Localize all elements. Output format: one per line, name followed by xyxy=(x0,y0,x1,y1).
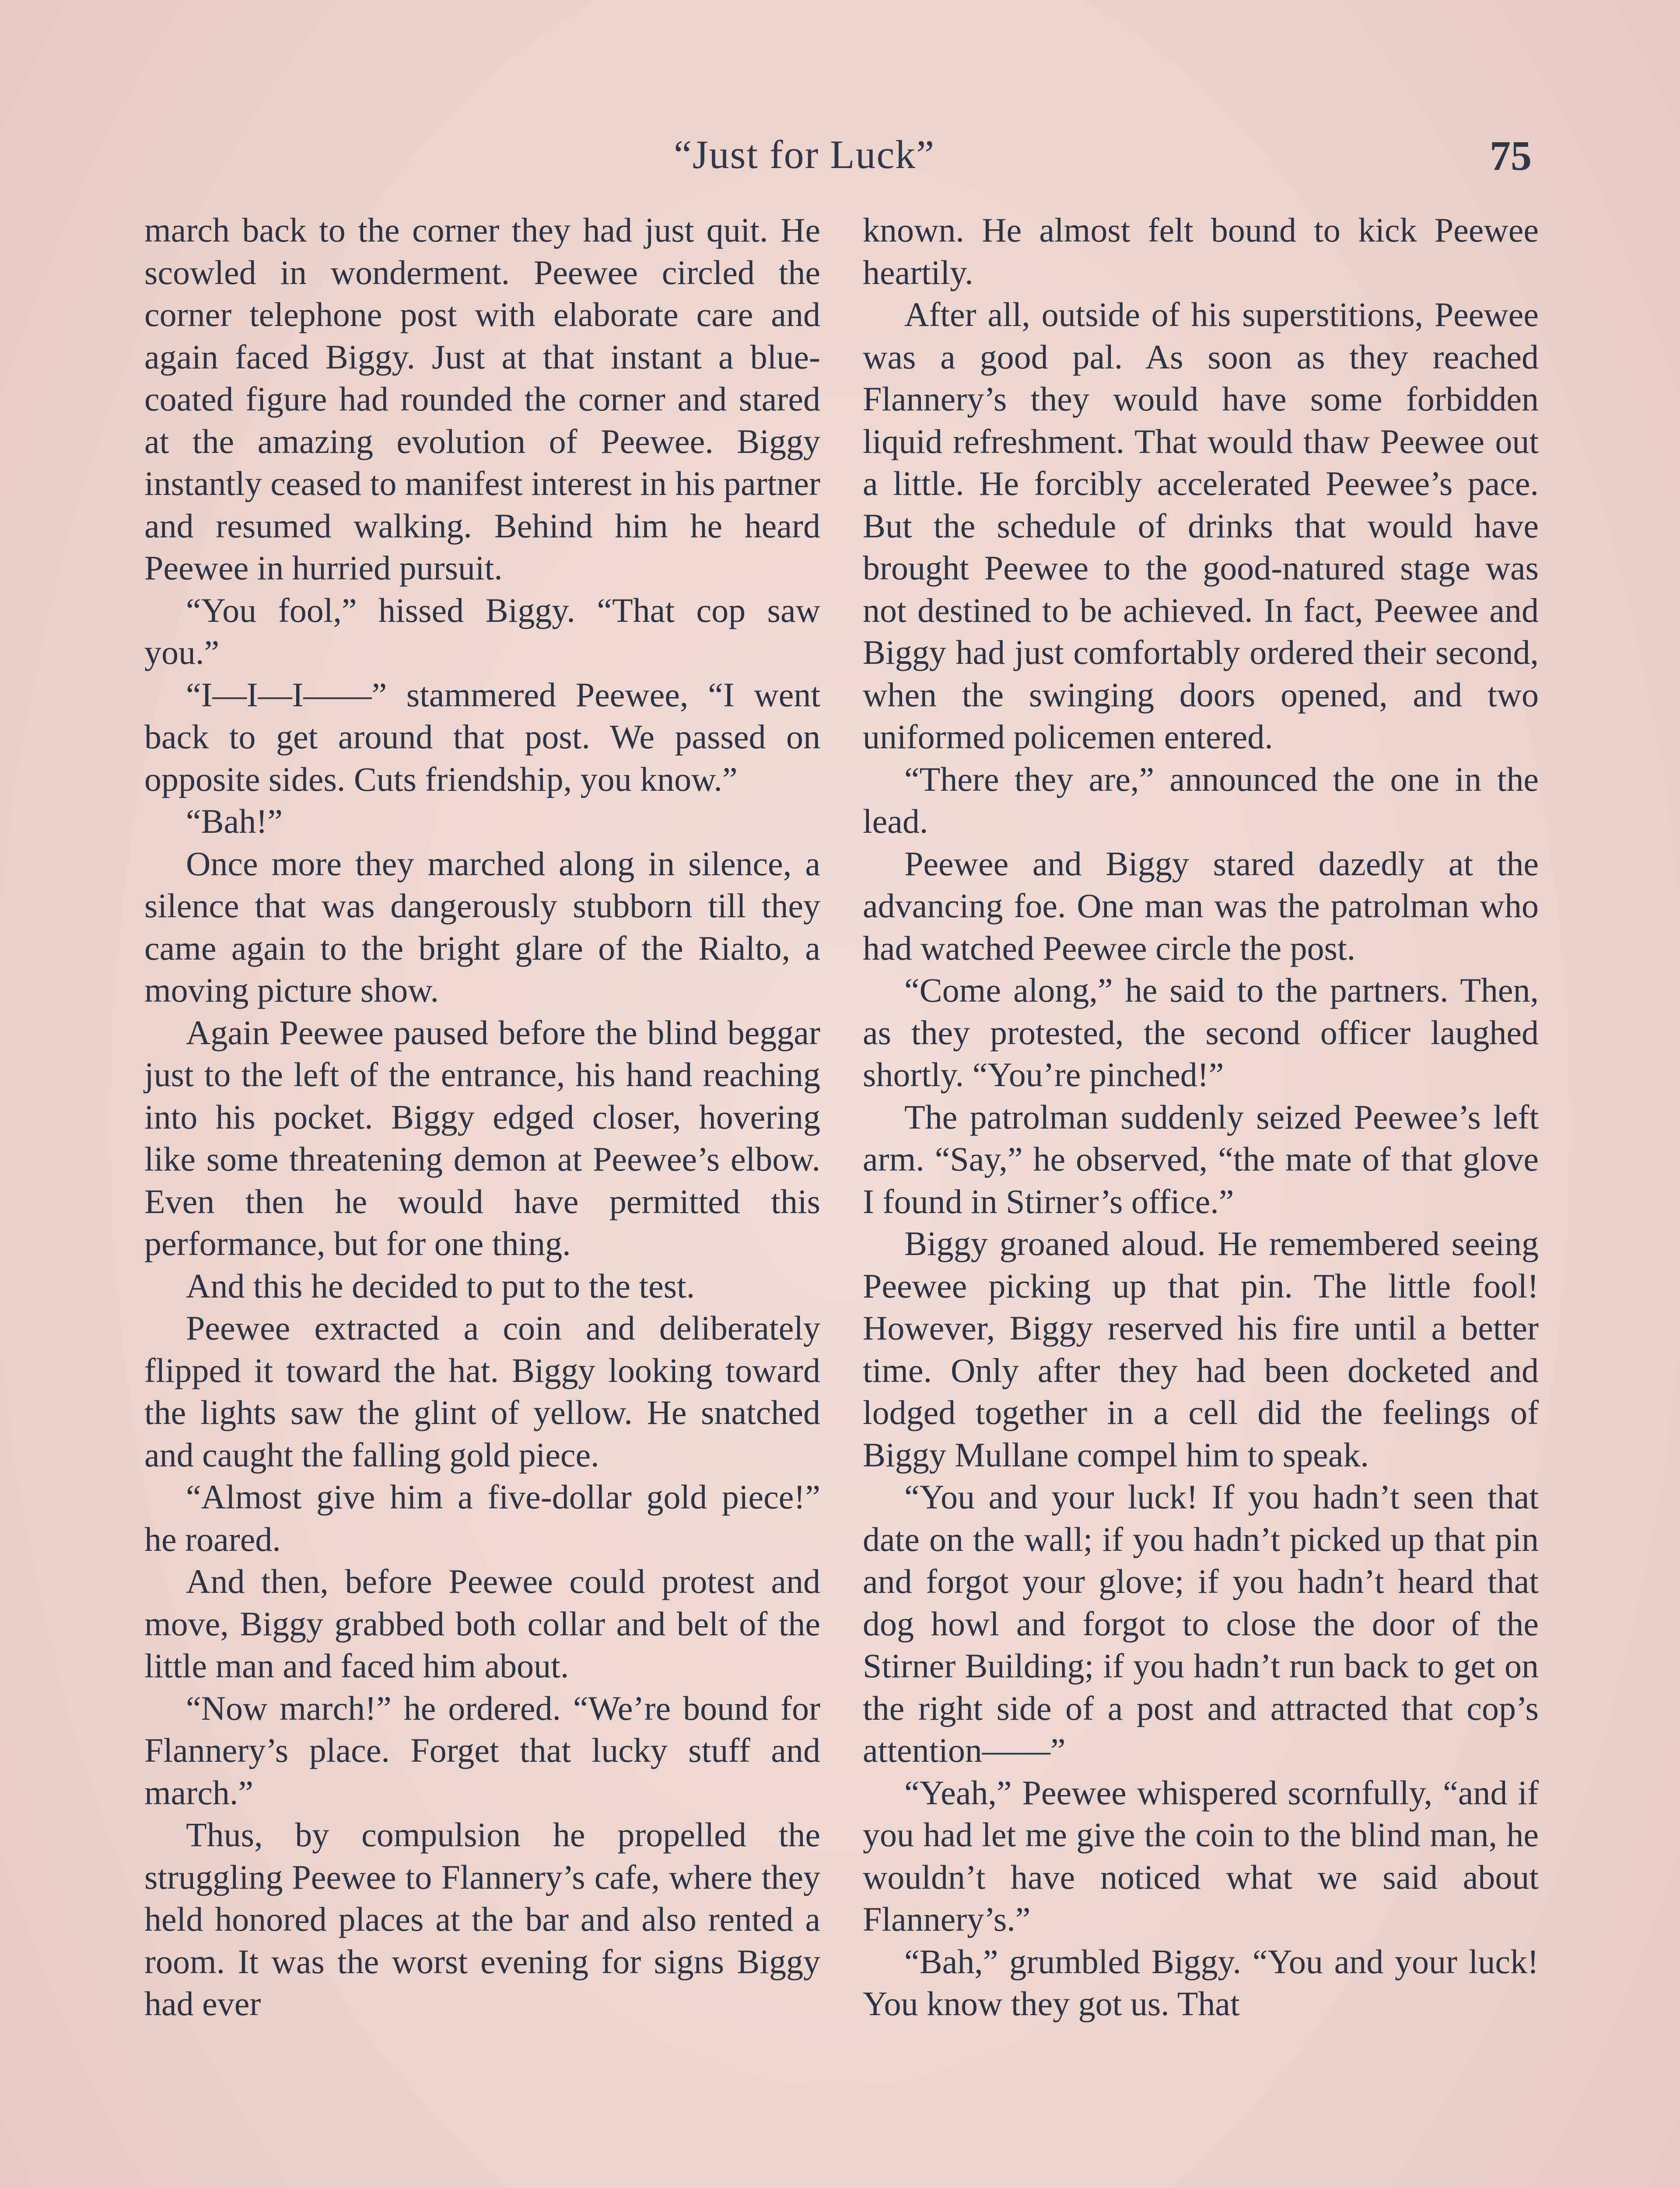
paragraph: “Almost give him a five-dollar gold piece!” he roared. xyxy=(144,1478,820,1558)
page-number: 75 xyxy=(1490,132,1532,179)
running-title: “Just for Luck” xyxy=(674,132,935,177)
paragraph: Biggy groaned aloud. He remembered seeing Peewee picking up that pin. The little fool! However, Biggy reserved his fire until a better time. Only after they had been docketed and lodged together in a cell did the feelings of Biggy Mullane compel him to speak. xyxy=(863,1224,1539,1474)
paragraph: “Yeah,” Peewee whispered scornfully, “and if you had let me give the coin to the blind man, he wouldn’t have noticed what we said about Flannery’s.” xyxy=(863,1773,1539,1938)
paragraph: “Bah!” xyxy=(186,802,283,840)
paragraph: And this he decided to put to the test. xyxy=(186,1266,695,1305)
paragraph: Thus, by compulsion he propelled the struggling Peewee to Flannery’s cafe, where they held honored places at the bar and also rented a room. It was the worst evening for signs Biggy had ever xyxy=(144,1816,820,2023)
paragraph: And then, before Peewee could protest and move, Biggy grabbed both collar and belt of the little man and faced him about. xyxy=(144,1562,820,1685)
paragraph: “You fool,” hissed Biggy. “That cop saw you.” xyxy=(144,591,820,671)
right-column xyxy=(863,209,1539,2025)
paragraph: “There they are,” announced the one in the lead. xyxy=(863,760,1539,840)
paragraph: Again Peewee paused before the blind beggar just to the left of the entrance, his hand reaching into his pocket. Biggy edged closer, hovering like some threatening demon at Peewee’s elbow. Even then he would have permitted this performance, but for one thing. xyxy=(144,1013,820,1262)
paragraph: After all, outside of his superstitions, Peewee was a good pal. As soon as they reached Flannery’s they would have some forbidden liquid refreshment. That would thaw Peewee out a little. He forcibly accelerated Peewee’s pace. But the schedule of drinks that would have brought Peewee to the good-natured stage was not destined to be achieved. In fact, Peewee and Biggy had just comfortably ordered their second, when the swinging doors opened, and two uniformed policemen entered. xyxy=(863,295,1539,756)
paragraph: “You and your luck! If you hadn’t seen that date on the wall; if you hadn’t picked up that pin and forgot your glove; if you hadn’t heard that dog howl and forgot to close the door of the Stirner Building; if you hadn’t run back to get on the right side of a post and attracted that cop’s attention——” xyxy=(863,1478,1539,1769)
paragraph: Once more they marched along in silence, a silence that was dangerously stubborn till they came again to the bright glare of the Rialto, a moving picture show. xyxy=(144,844,820,1009)
running-head xyxy=(0,131,1680,188)
paragraph: The patrolman suddenly seized Peewee’s left arm. “Say,” he observed, “the mate of that glove I found in Stirner’s office.” xyxy=(863,1098,1539,1220)
left-column xyxy=(144,209,820,2025)
paragraph: “Come along,” he said to the partners. Then, as they protested, the second officer laughed shortly. “You’re pinched!” xyxy=(863,971,1539,1094)
paragraph: “Now march!” he ordered. “We’re bound for Flannery’s place. Forget that lucky stuff and march.” xyxy=(144,1689,820,1812)
paragraph: Peewee extracted a coin and deliberately flipped it toward the hat. Biggy looking toward the lights saw the glint of yellow. He snatched and caught the falling gold piece. xyxy=(144,1309,820,1474)
paragraph: “Bah,” grumbled Biggy. “You and your luck! You know they got us. That xyxy=(863,1942,1539,2023)
paragraph: known. He almost felt bound to kick Peewee heartily. xyxy=(863,211,1539,291)
paragraph: march back to the corner they had just quit. He scowled in wonderment. Peewee circled the corner telephone post with elaborate care and again faced Biggy. Just at that instant a blue-coated figure had rounded the corner and stared at the amazing evolution of Peewee. Biggy instantly ceased to manifest interest in his partner and resumed walking. Behind him he heard Peewee in hurried pursuit. xyxy=(144,211,820,587)
paragraph: “I—I—I——” stammered Peewee, “I went back to get around that post. We passed on opposite sides. Cuts friendship, you know.” xyxy=(144,675,820,798)
paragraph: Peewee and Biggy stared dazedly at the advancing foe. One man was the patrolman who had watched Peewee circle the post. xyxy=(863,844,1539,967)
